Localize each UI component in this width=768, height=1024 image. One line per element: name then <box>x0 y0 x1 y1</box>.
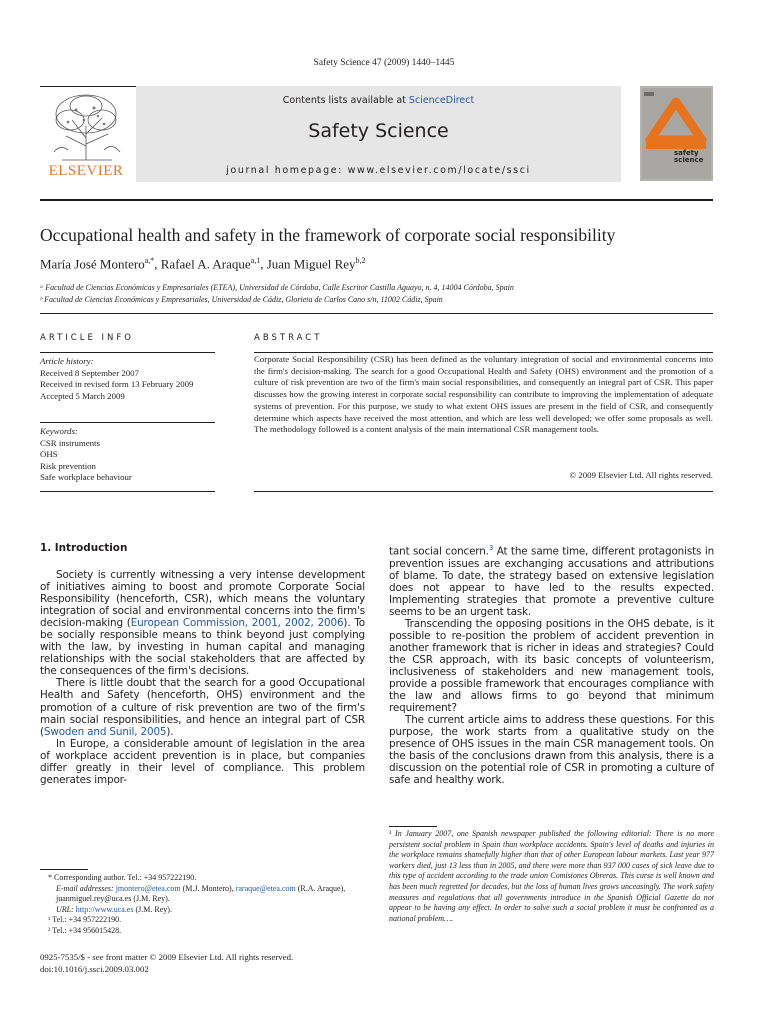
paragraph: The current article aims to address these questions. For this purpose, the work starts from a qualitative study on the presence of OHS issues in the main CSR management tools. On the basis of the conclusions drawn from this analysis, there is a discussion on the potential role of CSR in promoting a culture of safe and healthy work. <box>389 714 714 787</box>
history-accepted: Accepted 5 March 2009 <box>40 390 125 401</box>
corresponding-author-note: * Corresponding author. Tel.: +34 957222190. <box>48 873 197 882</box>
affiliation-b: ᵇ Facultad de Ciencias Económicas y Empresariales, Universidad de Cádiz, Glorieta de Carlos Cano s/n, 11002 Cádiz, Spain <box>40 295 443 304</box>
article-info-heading: ARTICLE INFO <box>40 333 134 343</box>
author-name[interactable]: Juan Miguel Rey <box>266 256 356 272</box>
sciencedirect-link[interactable]: ScienceDirect <box>408 95 475 106</box>
issn-line: 0925-7535/$ - see front matter © 2009 Elsevier Ltd. All rights reserved. <box>40 952 294 962</box>
citation-link[interactable]: European Commission, 2001, 2002, 2006 <box>130 617 344 630</box>
author-footnotes <box>40 873 365 937</box>
paragraph: In Europe, a considerable amount of legislation in the area of workplace accident prevention is in place, but companies differ greatly in their level of compliance. This problem generates impor- <box>40 737 365 786</box>
p1-text-b: ). To be socially responsible means to think beyond just complying with the law, by investing in human capital and managing relationships with the social stakeholders that are affected by the consequences of the firm's decisions. <box>40 617 365 678</box>
paragraph <box>40 569 365 677</box>
contents-prefix: Contents lists available at <box>282 95 409 106</box>
journal-cover-icon <box>640 86 713 181</box>
footnote-text: In January 2007, one Spanish newspaper published the following editorial: There is no more persistent social problem in Spain than workplace accidents. Spain's level of deaths and injuries in the workplace remains shamefully higher than that of other European labour markets. Last year 977 workers died, just 13 less than in 2005, and there were more than 937 000 cases of sick leave due to this type of accident according to the trade union Comisiones Obreras. This curse is well known and has been much regretted for decades, but the loss of human lives grows unceasingly. The work safety measures and regulations that all governments introduce in the Spanish Official Gazette do not appear to be having any effect. In order to solve such a social problem it must be confronted as a national problem…. <box>389 829 714 923</box>
keyword-item: Risk prevention <box>40 460 96 471</box>
footnote-rule <box>389 826 437 827</box>
left-footnote-rule <box>40 869 88 870</box>
author-name[interactable]: Rafael A. Araque <box>160 256 251 272</box>
tel-note-1: ¹ Tel.: +34 957222190. <box>48 915 122 925</box>
front-matter-rule <box>40 313 713 314</box>
author-affil-mark[interactable]: a,* <box>144 256 155 265</box>
url-who: (J.M. Rey). <box>133 904 172 914</box>
abstract-bottom-rule <box>254 491 713 492</box>
publisher-name: ELSEVIER <box>48 163 124 179</box>
elsevier-tree-icon <box>40 90 132 164</box>
tel-note-2: ² Tel.: +34 956015428. <box>48 925 122 935</box>
p1-text-a: Society is currently witnessing a very intense development of initiatives aiming to boost and promote Corporate Social Responsibility (henceforth, CSR), which means the voluntary integration of social and environmental concerns into the firm's decision-making ( <box>40 569 365 630</box>
front-matter-footer <box>40 952 293 976</box>
article-history <box>40 356 215 402</box>
author-name[interactable]: María José Montero <box>40 256 145 272</box>
paragraph: Transcending the opposing positions in the OHS debate, is it possible to re-position the problem of accident prevention in another framework that is richer in ideas and strategies? Could the CSR approach, with its basic concepts of volunteerism, inclusiveness of stakeholders and new management tools, provide a possible framework that encourages compliance with the law and allows firms to go beyond that minimum requirement? <box>389 617 714 715</box>
author-affil-mark[interactable]: b,2 <box>355 256 366 265</box>
journal-homepage[interactable]: journal homepage: www.elsevier.com/locate/ssci <box>226 165 531 176</box>
citation-link[interactable]: Swoden and Sunil, 2005 <box>43 725 167 738</box>
keywords-block <box>40 426 215 484</box>
paper-title: Occupational health and safety in the framework of corporate social responsibility <box>40 225 616 245</box>
article-info-rule <box>40 352 215 353</box>
article-info-bottom-rule <box>40 491 215 492</box>
history-received: Received 8 September 2007 <box>40 367 139 378</box>
keyword-item: OHS <box>40 449 58 460</box>
email-note <box>40 884 365 905</box>
email-link-araque[interactable]: raraque@etea.com <box>235 883 296 893</box>
keyword-item: CSR instruments <box>40 437 100 448</box>
email-link-montero[interactable]: jmontero@etea.com <box>115 883 181 893</box>
keyword-item: Safe workplace behaviour <box>40 472 132 483</box>
left-column <box>40 569 365 786</box>
doi-line[interactable]: doi:10.1016/j.ssci.2009.03.002 <box>40 963 149 974</box>
contents-line <box>136 95 621 106</box>
email-label: E-mail addresses: <box>56 883 114 893</box>
footnote-3 <box>389 829 714 924</box>
cover-title: safety science <box>674 149 704 164</box>
history-label: Article history: <box>40 356 94 366</box>
journal-cover[interactable] <box>640 86 713 181</box>
header-bottom-rule <box>40 199 713 201</box>
journal-citation: Safety Science 47 (2009) 1440–1445 <box>313 58 455 68</box>
keywords-rule <box>40 422 215 423</box>
url-note <box>40 905 365 916</box>
section-heading: 1. Introduction <box>40 542 128 554</box>
abstract-text: Corporate Social Responsibility (CSR) has been defined as the voluntary integration of social and environmental concerns into the firm's decision-making. The search for a good Occupational Health and Safety (OHS) environment and the promotion of a culture of risk prevention are two of the firm's main social responsibilities, and consequently an integral part of CSR. This paper discusses how the growing interest in corporate social responsibility can contribute to improving the implementation of adequate systems of prevention. For this purpose, we study to what extent OHS issues are present in the field of CSR, and consequently determine which aspects have received the most attention, and which are less well developed; we offer some proposals as well. The methodology followed is a content analysis of the main international CSR management tools. <box>254 354 713 435</box>
journal-title: Safety Science <box>308 120 449 142</box>
keywords-label: Keywords: <box>40 426 78 436</box>
url-link[interactable]: http://www.uca.es <box>75 904 134 914</box>
right-column <box>389 542 714 786</box>
paragraph <box>40 677 365 737</box>
abstract-heading: ABSTRACT <box>254 333 323 343</box>
email-who-1: (M.J. Montero), <box>180 883 236 893</box>
history-revised: Received in revised form 13 February 2009 <box>40 379 194 390</box>
author-affil-mark[interactable]: a,1 <box>250 256 261 265</box>
r1-text-b: At the same time, different protagonists in prevention issues are exchanging accusations and attributions of blame. To date, the strategy based on extensive legislation does not appear to have led to the results expected. Implementing strategies that promote a preventive culture seems to be an urgent task. <box>389 545 714 618</box>
url-label: URL: <box>56 904 74 914</box>
r1-text-a: tant social concern. <box>389 545 489 558</box>
footnote-mark: ³ <box>389 829 392 838</box>
abstract-copyright: © 2009 Elsevier Ltd. All rights reserved. <box>569 470 713 480</box>
email-who-2: (R.A. Araque), juanmiguel.rey@uca.es (J.M. Rey). <box>56 883 346 904</box>
p2-text-a: There is little doubt that the search for a good Occupational Health and Safety (henceforth, OHS) environment and the promotion of a culture of risk prevention are two of the firm's main social responsibilities, and hence an integral part of CSR ( <box>40 677 365 738</box>
affiliation-a: ᵃ Facultad de Ciencias Económicas y Empresariales (ETEA), Universidad de Córdoba, Calle Escritor Castilla Aguayo, n. 4, 14004 Córdoba, Spain <box>40 283 514 292</box>
footnote-ref-link[interactable]: 3 <box>488 544 494 552</box>
paragraph <box>389 542 714 618</box>
p2-text-b: ). <box>166 725 174 738</box>
author-list: María José Montero$^{a,*}$, Rafael A. Araque$^{a,1}$, Juan Miguel Rey$^{b,2}$ <box>40 256 366 272</box>
abstract-rule <box>254 352 713 353</box>
